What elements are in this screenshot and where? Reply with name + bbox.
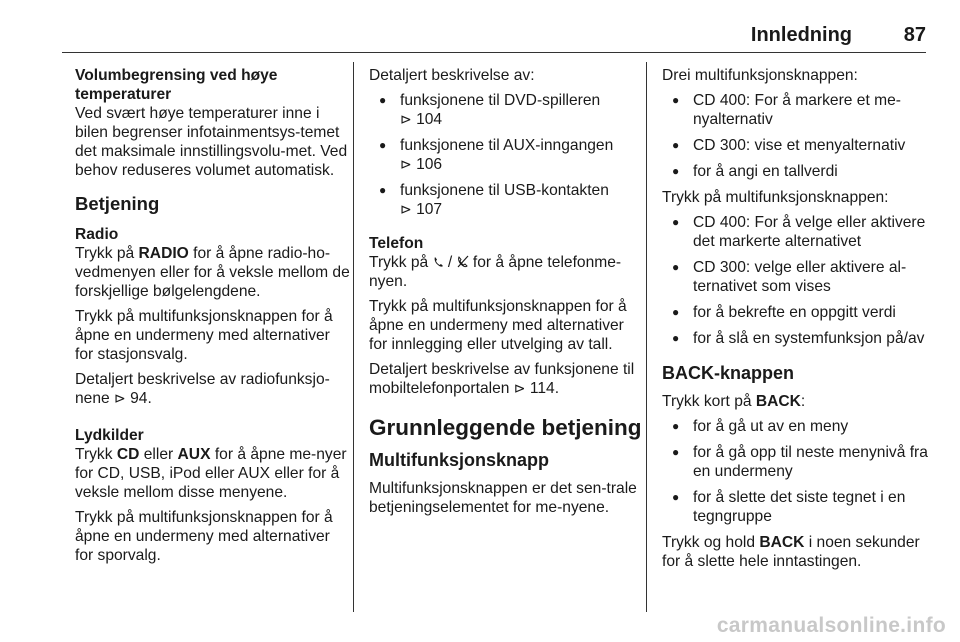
column-1: [75, 66, 350, 571]
list-item: ● for å gå opp til neste menynivå fra en undermeny: [662, 443, 928, 481]
volume-limit-text: Ved svært høye temperaturer inne i bilen begrenser infotainmentsys-temet det maksimale innstillingsvolu-met. Ved behov reduseres volumet automatisk.: [75, 105, 348, 179]
phone-icon: [433, 254, 444, 271]
volume-limit-heading: Volumbegrensing ved høye temperaturer: [75, 67, 278, 103]
radio-paragraph-3: Detaljert beskrivelse av radiofunksjo-nene ⊳ 94.: [75, 371, 330, 407]
header-rule: [62, 52, 926, 53]
list-item: ● funksjonene til AUX-inngangen ⊳ 106: [369, 136, 644, 174]
radio-paragraph-1: Trykk på RADIO for å åpne radio-ho-vedmenyen eller for å veksle mellom de forskjellige bølgelengdene.: [75, 245, 350, 300]
drei-list: [662, 91, 928, 181]
list-item: ● funksjonene til DVD-spilleren ⊳ 104: [369, 91, 644, 129]
multifunksjonsknapp-heading: Multifunksjonsknapp: [369, 450, 549, 470]
radio-key: RADIO: [138, 245, 189, 262]
page-reference[interactable]: 107: [416, 201, 443, 218]
page-reference-arrow-icon: ⊳: [400, 201, 412, 217]
page-reference-arrow-icon: ⊳: [400, 111, 412, 127]
back-key: BACK: [755, 393, 801, 410]
telefon-heading: Telefon: [369, 235, 424, 252]
grunnleggende-heading: Grunnleggende betjening: [369, 415, 642, 440]
phone-off-icon: [457, 254, 469, 271]
back-intro: Trykk kort på BACK:: [662, 393, 806, 410]
page-reference-arrow-icon: ⊳: [400, 156, 412, 172]
drei-intro: Drei multifunksjonsknappen:: [662, 67, 858, 84]
page-reference[interactable]: 104: [416, 111, 443, 128]
detail-intro: Detaljert beskrivelse av:: [369, 67, 535, 84]
back-heading: BACK-knappen: [662, 363, 795, 383]
cd-key: CD: [116, 446, 140, 463]
list-item: ● for å bekrefte en oppgitt verdi: [662, 303, 928, 322]
page-number: 87: [903, 24, 926, 46]
trykk-intro: Trykk på multifunksjonsknappen:: [662, 189, 889, 206]
list-item: ● funksjonene til USB-kontakten ⊳ 107: [369, 181, 644, 219]
column-divider-2: [646, 62, 647, 612]
column-3: [662, 66, 928, 577]
hold-back-paragraph: Trykk og hold BACK i noen sekunder for å slette hele inntastingen.: [662, 534, 920, 570]
betjening-heading: Betjening: [75, 193, 160, 214]
radio-heading: Radio: [75, 226, 119, 243]
lydkilder-paragraph-1: Trykk CD eller AUX for å åpne me-nyer for CD, USB, iPod eller AUX eller for å veksle mellom disse menyene.: [75, 446, 347, 501]
page-reference[interactable]: 106: [416, 156, 443, 173]
multifunksjonsknapp-paragraph: Multifunksjonsknappen er det sen-trale betjeningselementet for me-nyene.: [369, 480, 637, 516]
column-divider-1: [353, 62, 354, 612]
detail-list: [369, 91, 644, 219]
page-header: [62, 20, 926, 50]
aux-key: AUX: [177, 446, 211, 463]
lydkilder-paragraph-2: Trykk på multifunksjonsknappen for å åpne en undermeny med alternativer for sporvalg.: [75, 509, 333, 564]
telefon-paragraph-1: Trykk på / for å åpne telefonme-nyen.: [369, 254, 622, 290]
column-2: [369, 66, 644, 523]
telefon-paragraph-3: Detaljert beskrivelse av funksjonene til mobiltelefonportalen ⊳ 114.: [369, 361, 635, 397]
watermark: carmanualsonline.info: [716, 614, 946, 637]
page-reference-arrow-icon: ⊳: [513, 380, 526, 396]
section-title: Innledning: [750, 24, 852, 46]
page-reference[interactable]: 94.: [130, 390, 152, 407]
list-item: ● CD 300: velge eller aktivere al-ternativet som vises: [662, 258, 928, 296]
list-item: ● CD 400: For å velge eller aktivere det markerte alternativet: [662, 213, 928, 251]
telefon-paragraph-2: Trykk på multifunksjonsknappen for å åpne en undermeny med alternativer for innlegging eller utvelging av tall.: [369, 298, 627, 353]
lydkilder-heading: Lydkilder: [75, 427, 144, 444]
radio-paragraph-2: Trykk på multifunksjonsknappen for å åpne en undermeny med alternativer for stasjonsvalg.: [75, 308, 333, 363]
page-reference-arrow-icon: ⊳: [114, 390, 126, 406]
list-item: ● for å angi en tallverdi: [662, 162, 928, 181]
list-item: ● for å gå ut av en meny: [662, 417, 928, 436]
trykk-list: [662, 213, 928, 348]
page-reference[interactable]: 114.: [529, 380, 560, 397]
list-item: ● CD 400: For å markere et me-nyalternativ: [662, 91, 928, 129]
list-item: ● for å slette det siste tegnet i en tegngruppe: [662, 488, 928, 526]
list-item: ● for å slå en systemfunksjon på/av: [662, 329, 928, 348]
list-item: ● CD 300: vise et menyalternativ: [662, 136, 928, 155]
back-list: [662, 417, 928, 526]
back-key: BACK: [759, 534, 805, 551]
